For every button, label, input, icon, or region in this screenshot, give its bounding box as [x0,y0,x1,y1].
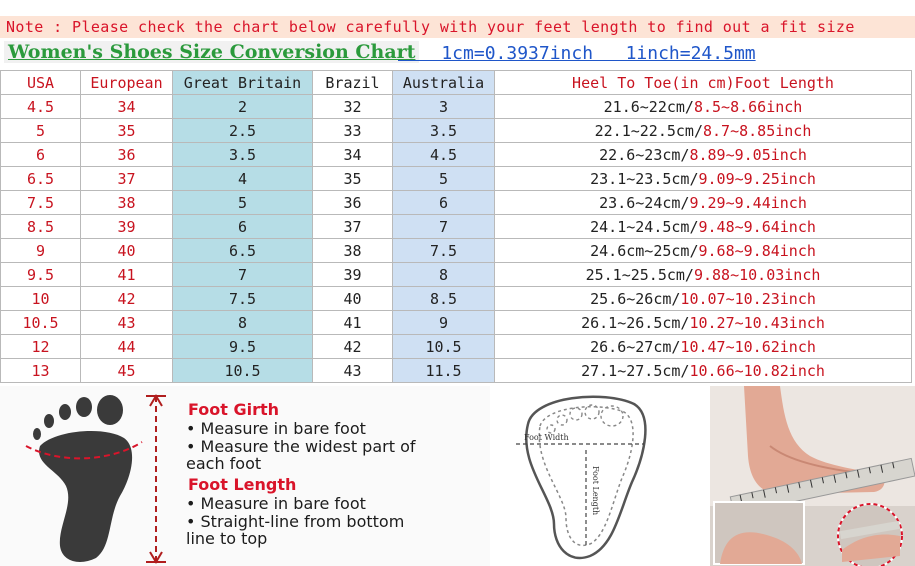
chart-title: Women's Shoes Size Conversion Chart [4,41,419,63]
foot-length-inch: 9.68~9.84inch [698,241,816,260]
foot-length-inch: 10.07~10.23inch [680,289,816,308]
title-row [0,40,915,68]
insole-length-label: Foot Length [591,466,600,516]
cell-great-britain: 6.5 [173,239,313,263]
foot-length-inch: 9.29~9.44inch [689,193,807,212]
foot-length-cm: 22.6~23cm/ [599,145,690,164]
cell-european: 35 [81,119,173,143]
cell-australia: 3.5 [393,119,495,143]
cell-usa: 7.5 [1,191,81,215]
cell-brazil: 34 [313,143,393,167]
table-row [1,191,912,215]
length-bullet-3: line to top [186,529,268,548]
foot-length-inch: 8.7~8.85inch [703,121,812,140]
cell-brazil: 41 [313,311,393,335]
table-row [1,95,912,119]
table-row [1,359,912,383]
cell-usa: 8.5 [1,215,81,239]
cell-usa: 9.5 [1,263,81,287]
table-row [1,215,912,239]
foot-length-inch: 8.5~8.66inch [693,97,803,116]
foot-length-inch: 10.47~10.62inch [680,337,816,356]
table-row [1,119,912,143]
cell-foot-length [495,215,912,239]
header-usa: USA [1,71,81,95]
cell-brazil: 35 [313,167,393,191]
cell-australia: 10.5 [393,335,495,359]
cell-usa: 12 [1,335,81,359]
cell-australia: 4.5 [393,143,495,167]
cell-great-britain: 4 [173,167,313,191]
cell-european: 42 [81,287,173,311]
cell-great-britain: 3.5 [173,143,313,167]
cell-european: 34 [81,95,173,119]
size-conversion-table [0,70,912,383]
girth-bullet-3: each foot [186,454,262,473]
cell-great-britain: 7 [173,263,313,287]
girth-bullet-2: • Measure the widest part of [186,437,416,456]
cell-great-britain: 2.5 [173,119,313,143]
cell-european: 37 [81,167,173,191]
cell-foot-length [495,287,912,311]
cell-european: 43 [81,311,173,335]
measurement-guide-panel [0,386,490,566]
cell-foot-length [495,359,912,383]
cell-brazil: 37 [313,215,393,239]
foot-length-title: Foot Length [188,475,297,494]
foot-ruler-photo [710,386,915,566]
foot-girth-title: Foot Girth [188,400,280,419]
cell-usa: 4.5 [1,95,81,119]
foot-length-cm: 25.6~26cm/ [590,289,681,308]
foot-length-cm: 22.1~22.5cm/ [594,121,703,140]
cell-australia: 7.5 [393,239,495,263]
cell-great-britain: 8 [173,311,313,335]
cell-australia: 6 [393,191,495,215]
header-great-britain: Great Britain [173,71,313,95]
foot-length-cm: 24.6cm~25cm/ [590,241,699,260]
cell-great-britain: 5 [173,191,313,215]
cell-foot-length [495,191,912,215]
cell-european: 39 [81,215,173,239]
insole-panel [494,386,706,566]
foot-length-cm: 26.1~26.5cm/ [581,313,690,332]
cell-european: 45 [81,359,173,383]
cell-usa: 9 [1,239,81,263]
cell-australia: 8 [393,263,495,287]
cell-usa: 6 [1,143,81,167]
cell-great-britain: 6 [173,215,313,239]
foot-length-inch: 8.89~9.05inch [689,145,807,164]
cell-australia: 3 [393,95,495,119]
table-row [1,263,912,287]
foot-length-cm: 21.6~22cm/ [603,97,694,116]
table-row [1,239,912,263]
cell-foot-length [495,239,912,263]
girth-bullet-1: • Measure in bare foot [186,419,366,438]
foot-length-inch: 10.27~10.43inch [689,313,825,332]
cell-usa: 10 [1,287,81,311]
cell-european: 41 [81,263,173,287]
cell-australia: 9 [393,311,495,335]
header-brazil: Brazil [313,71,393,95]
cell-brazil: 32 [313,95,393,119]
cell-brazil: 40 [313,287,393,311]
cell-brazil: 36 [313,191,393,215]
cell-usa: 13 [1,359,81,383]
cell-usa: 5 [1,119,81,143]
cell-brazil: 43 [313,359,393,383]
cell-foot-length [495,143,912,167]
header-european: European [81,71,173,95]
ruler-photo-panel [710,386,915,566]
foot-length-cm: 23.6~24cm/ [599,193,690,212]
cell-european: 36 [81,143,173,167]
cell-foot-length [495,119,912,143]
cell-european: 38 [81,191,173,215]
cell-usa: 6.5 [1,167,81,191]
foot-length-inch: 9.88~10.03inch [693,265,821,284]
header-foot-length: Heel To Toe(in cm)Foot Length [495,71,912,95]
foot-length-cm: 27.1~27.5cm/ [581,361,690,380]
insole-illustration [494,386,706,566]
length-bullet-2: • Straight-line from bottom [186,512,405,531]
cell-foot-length [495,311,912,335]
table-row [1,143,912,167]
cell-foot-length [495,263,912,287]
foot-length-inch: 9.09~9.25inch [698,169,816,188]
length-bullet-1: • Measure in bare foot [186,494,366,513]
cell-usa: 10.5 [1,311,81,335]
foot-length-cm: 25.1~25.5cm/ [585,265,694,284]
table-row [1,167,912,191]
cell-great-britain: 7.5 [173,287,313,311]
foot-length-cm: 23.1~23.5cm/ [590,169,699,188]
cell-great-britain: 2 [173,95,313,119]
table-header-row [1,71,912,95]
cell-european: 44 [81,335,173,359]
table-row [1,335,912,359]
header-australia: Australia [393,71,495,95]
cell-brazil: 39 [313,263,393,287]
table-row [1,311,912,335]
foot-length-cm: 26.6~27cm/ [590,337,681,356]
cell-foot-length [495,167,912,191]
cell-australia: 7 [393,215,495,239]
foot-length-cm: 24.1~24.5cm/ [590,217,699,236]
note-banner: Note : Please check the chart below carefully with your feet length to find out a fit size [0,16,915,38]
cell-foot-length [495,95,912,119]
cell-australia: 8.5 [393,287,495,311]
unit-conversion: 1cm=0.3937inch 1inch=24.5mm [398,43,756,64]
cell-brazil: 33 [313,119,393,143]
cell-brazil: 42 [313,335,393,359]
table-row [1,287,912,311]
cell-brazil: 38 [313,239,393,263]
foot-length-inch: 10.66~10.82inch [689,361,825,380]
cell-australia: 5 [393,167,495,191]
cell-great-britain: 10.5 [173,359,313,383]
cell-australia: 11.5 [393,359,495,383]
cell-great-britain: 9.5 [173,335,313,359]
cell-foot-length [495,335,912,359]
insole-width-label: Foot Width [524,433,569,442]
foot-length-inch: 9.48~9.64inch [698,217,816,236]
cell-european: 40 [81,239,173,263]
